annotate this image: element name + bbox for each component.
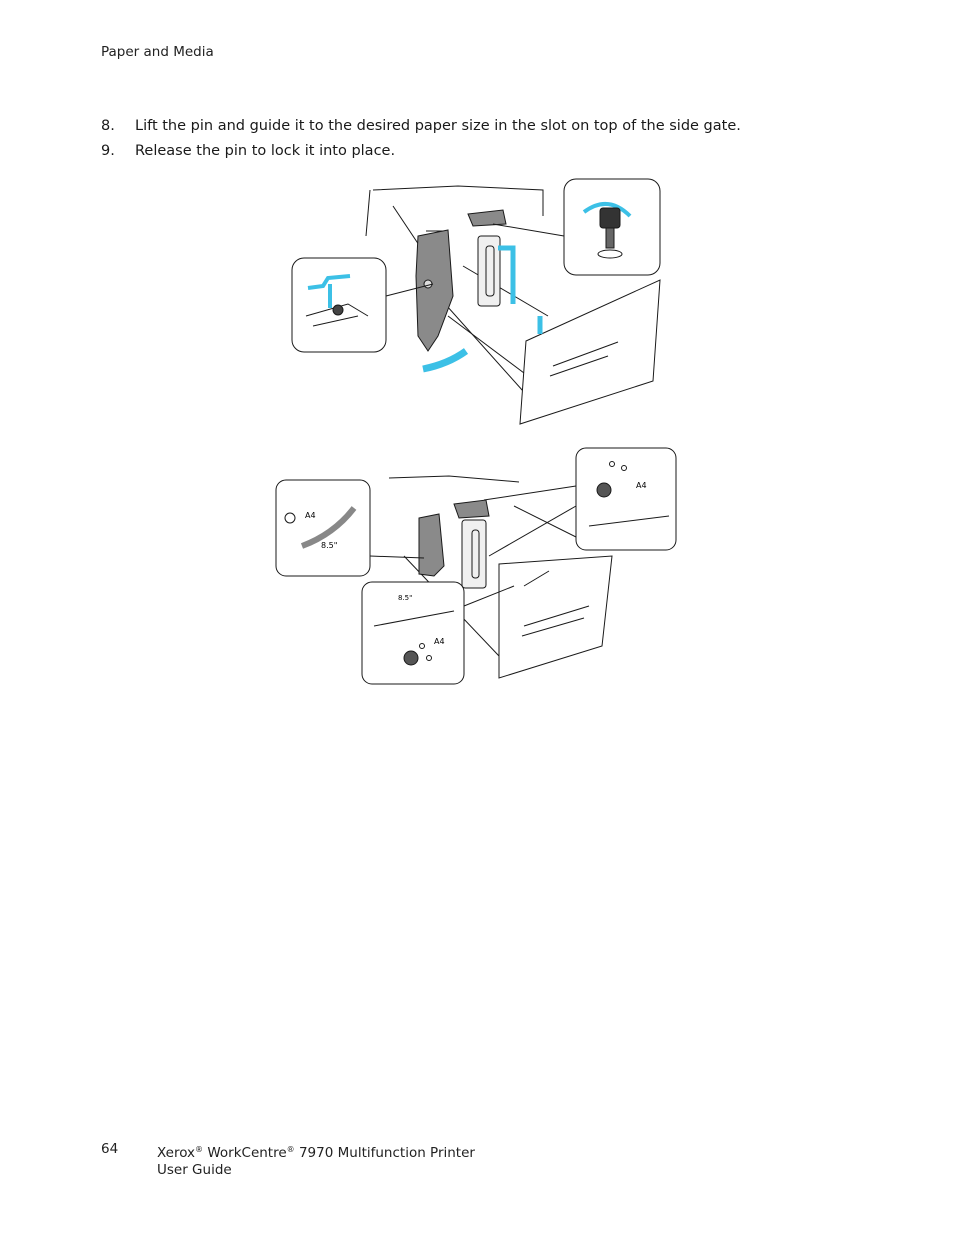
side-gate xyxy=(419,514,444,576)
rear-guide xyxy=(468,210,506,226)
slot-label-85: 8.5" xyxy=(321,541,338,550)
running-header: Paper and Media xyxy=(101,44,214,60)
swing-arrow xyxy=(423,351,466,369)
tray-illustration-1 xyxy=(288,176,664,428)
a4-label-callout-top xyxy=(576,448,676,550)
step-number: 8. xyxy=(101,118,115,134)
figure-side-gate-adjust xyxy=(288,176,664,428)
rear-guide xyxy=(454,500,489,518)
figure-size-settings xyxy=(274,446,680,688)
size-slot-callout xyxy=(276,480,370,576)
slot-label-a4: A4 xyxy=(305,511,316,520)
a4-label-callout-bottom xyxy=(362,582,464,684)
document-title: Xerox® WorkCentre® 7970 Multifunction Printer User Guide xyxy=(157,1145,475,1178)
step-text: Lift the pin and guide it to the desired paper size in the slot on top of the side gate. xyxy=(135,118,741,134)
knob xyxy=(600,208,620,228)
side-gate xyxy=(416,230,453,351)
tray-illustration-2 xyxy=(274,446,680,688)
gate-pin xyxy=(424,280,432,288)
callout-label-85-b: 8.5" xyxy=(398,594,413,602)
step-number: 9. xyxy=(101,143,115,159)
tray-back-edge xyxy=(373,186,543,216)
document-subtitle: User Guide xyxy=(157,1162,232,1178)
tray-front-panel xyxy=(499,556,612,678)
page-number: 64 xyxy=(101,1141,119,1157)
callout-label-a4: A4 xyxy=(636,481,647,490)
step-text: Release the pin to lock it into place. xyxy=(135,143,396,159)
tray-floor-line xyxy=(393,206,523,391)
callout-label-a4-b: A4 xyxy=(434,637,445,646)
